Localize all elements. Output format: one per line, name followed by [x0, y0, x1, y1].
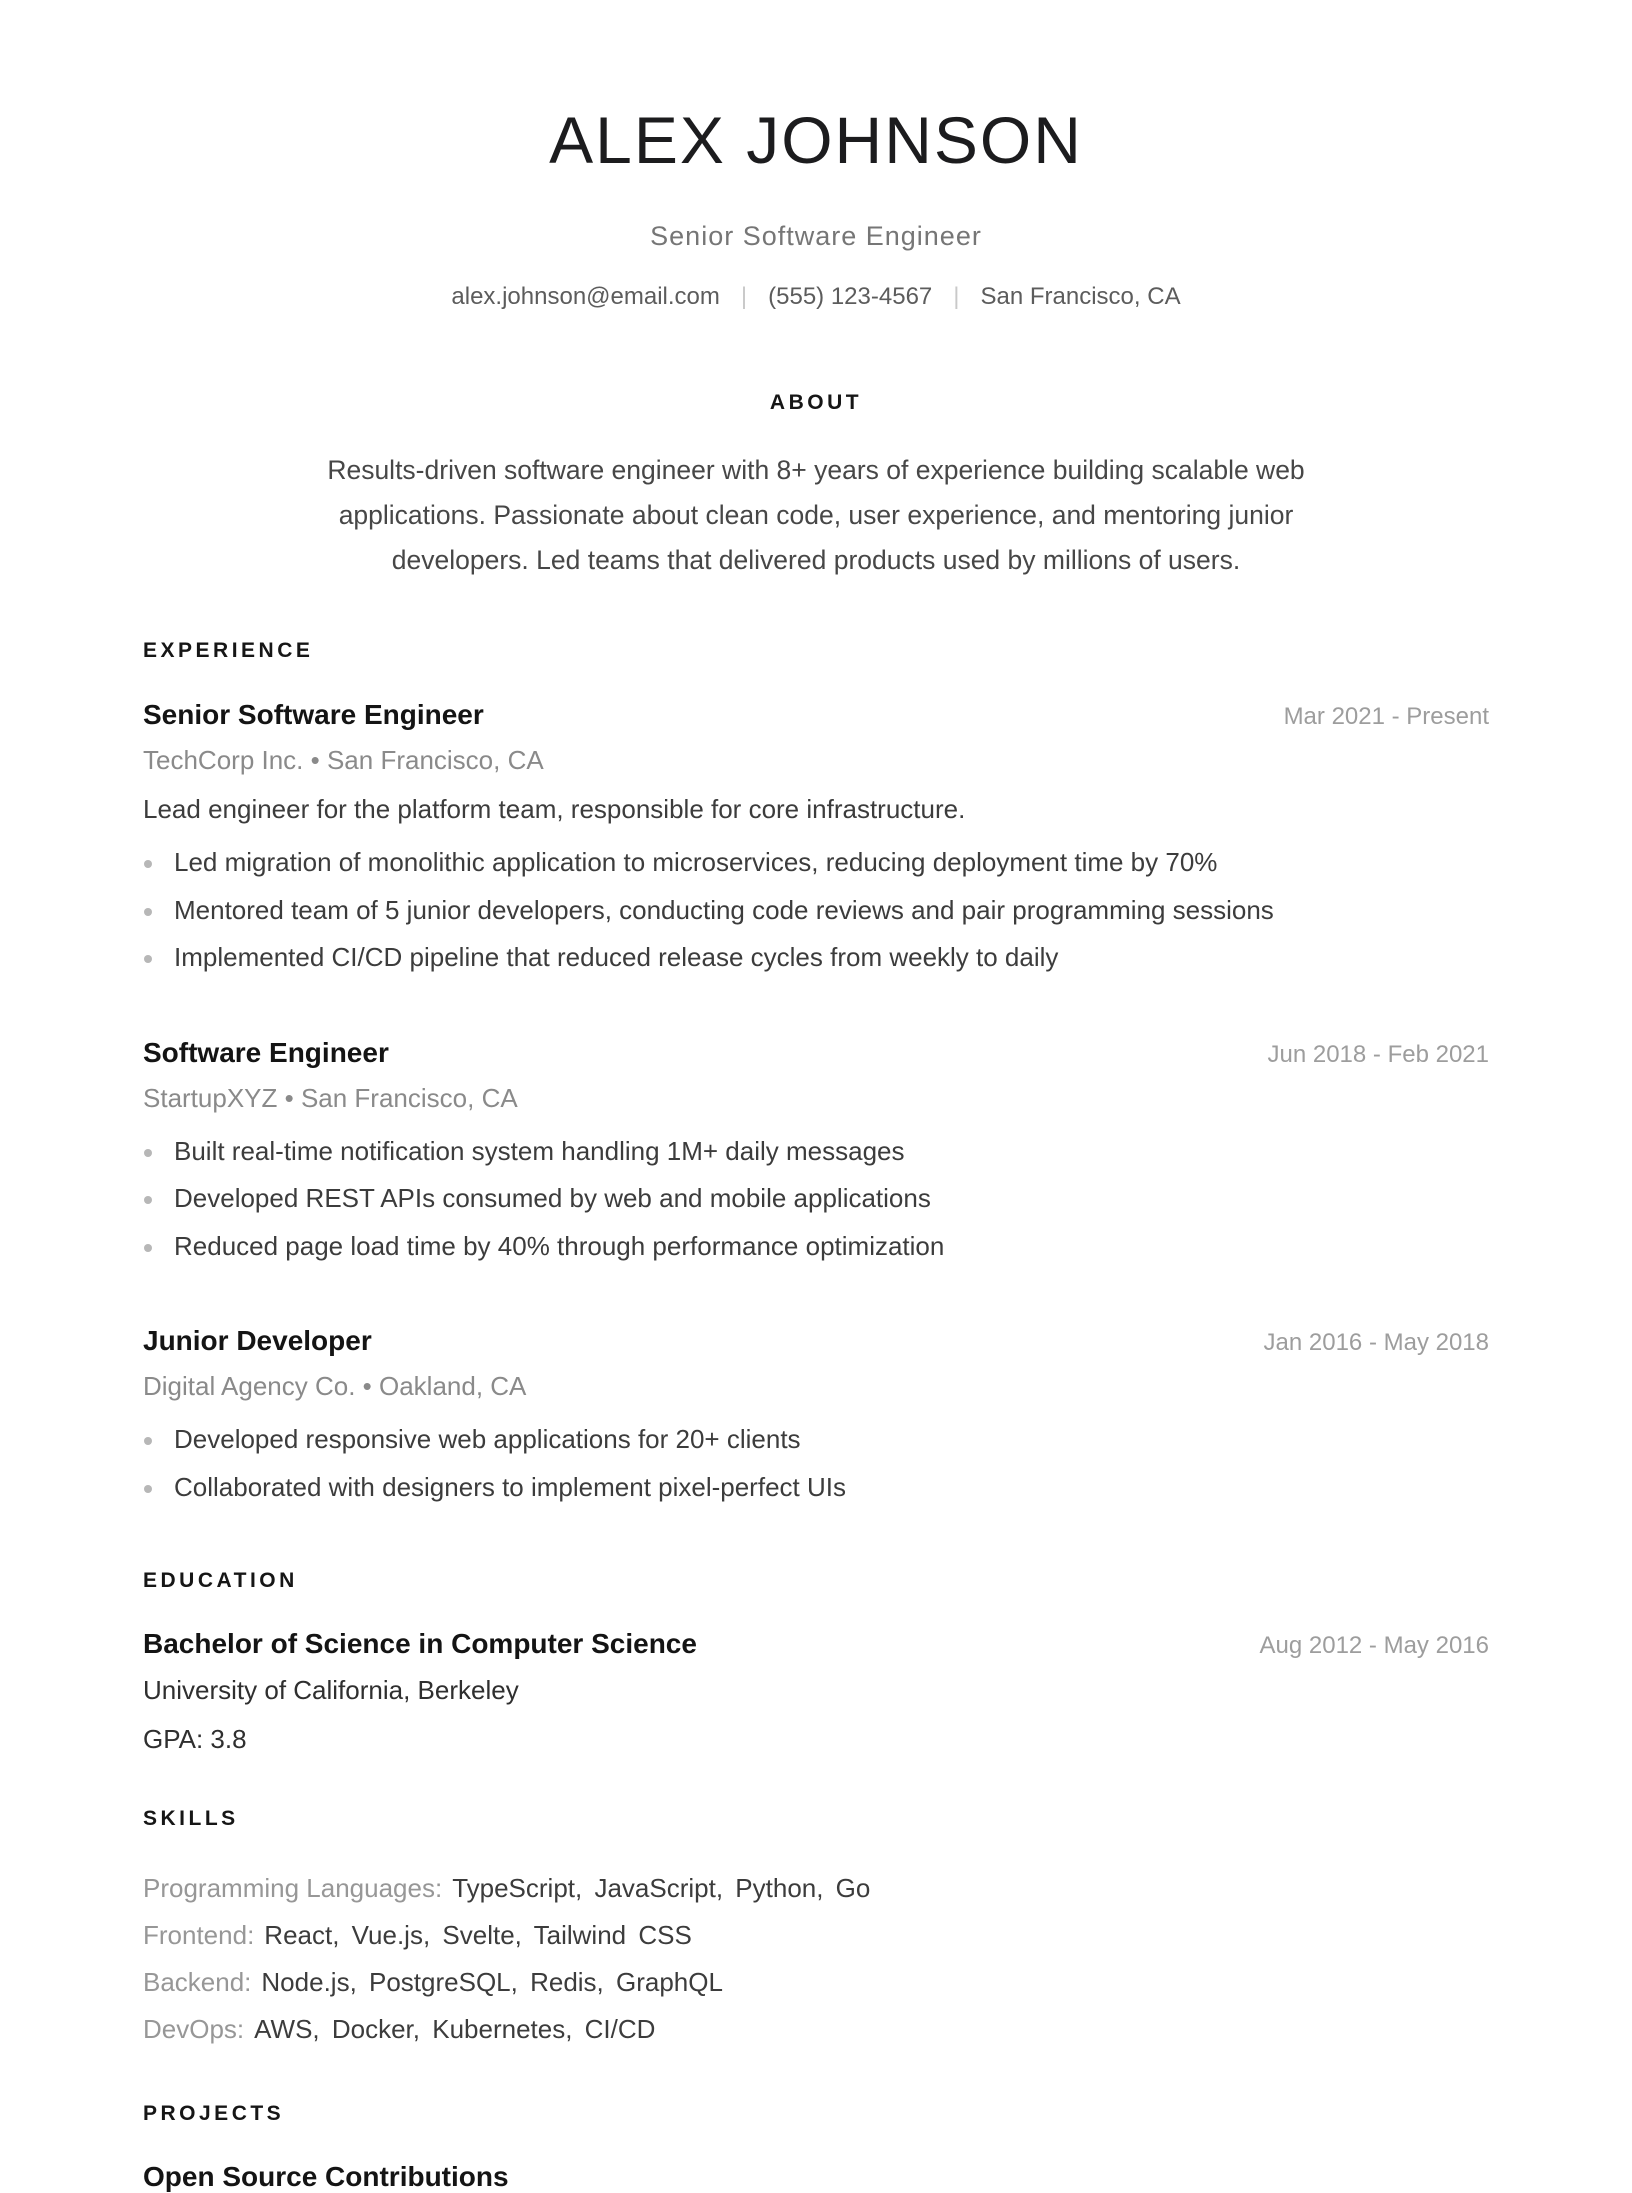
skill-row: [143, 1959, 1489, 2006]
entry-head: [143, 1037, 1489, 1069]
entry-head: [143, 699, 1489, 731]
job-bullet: Developed REST APIs consumed by web and mobile applications: [143, 1175, 1489, 1223]
experience-entry: [143, 1325, 1489, 1511]
job-dates: Mar 2021 - Present: [1283, 703, 1489, 731]
skill-values: React, Vue.js, Svelte, Tailwind CSS: [264, 1920, 692, 1951]
job-company: StartupXYZ • San Francisco, CA: [143, 1082, 518, 1113]
experience-entry: [143, 699, 1489, 982]
skill-row: [143, 1912, 1489, 1959]
job-dates: Jun 2018 - Feb 2021: [1267, 1040, 1489, 1068]
contact-email: alex.johnson@email.com: [451, 283, 720, 311]
skill-category-label: Frontend:: [143, 1920, 255, 1951]
job-bullet: Led migration of monolithic application to microservices, reducing deployment time by 70%: [143, 839, 1489, 887]
about-heading: ABOUT: [769, 391, 863, 415]
degree-title: Bachelor of Science in Computer Science: [143, 1628, 697, 1660]
job-bullet: Developed responsive web applications for 20+ clients: [143, 1416, 1489, 1464]
education-section: [143, 1569, 1489, 1755]
project-entry: [143, 2161, 1489, 2193]
education-entry: [143, 1628, 1489, 1755]
job-description: Lead engineer for the platform team, responsible for core infrastructure.: [143, 794, 966, 825]
job-title: Junior Developer: [143, 1325, 372, 1357]
education-heading: EDUCATION: [143, 1569, 298, 1593]
job-title: Senior Software Engineer: [143, 699, 484, 731]
experience-entry: [143, 1037, 1489, 1271]
skill-values: AWS, Docker, Kubernetes, CI/CD: [254, 2014, 656, 2045]
project-title: Open Source Contributions: [143, 2161, 509, 2193]
job-bullets: [143, 1128, 1489, 1271]
skill-category-label: DevOps:: [143, 2014, 245, 2045]
entry-head: [143, 1628, 1489, 1660]
job-bullet: Mentored team of 5 junior developers, conducting code reviews and pair programming sessions: [143, 887, 1489, 935]
skill-row: [143, 2006, 1489, 2053]
job-bullet: Reduced page load time by 40% through performance optimization: [143, 1223, 1489, 1271]
job-company: Digital Agency Co. • Oakland, CA: [143, 1371, 527, 1402]
education-school: University of California, Berkeley: [143, 1675, 519, 1706]
projects-heading: PROJECTS: [143, 2102, 285, 2126]
job-bullet: Implemented CI/CD pipeline that reduced release cycles from weekly to daily: [143, 934, 1489, 982]
skill-category-label: Backend:: [143, 1967, 252, 1998]
experience-section: [143, 639, 1489, 1511]
job-dates: Jan 2016 - May 2018: [1263, 1329, 1489, 1357]
person-name: ALEX JOHNSON: [549, 103, 1083, 177]
experience-heading: EXPERIENCE: [143, 639, 314, 663]
job-bullets: [143, 839, 1489, 982]
contact-location: San Francisco, CA: [980, 283, 1181, 311]
job-title: Software Engineer: [143, 1036, 389, 1068]
contact-separator: |: [953, 283, 960, 311]
job-company: TechCorp Inc. • San Francisco, CA: [143, 745, 544, 776]
entry-head: [143, 1325, 1489, 1357]
skills-heading: SKILLS: [143, 1807, 239, 1831]
job-bullet: Collaborated with designers to implement pixel-perfect UIs: [143, 1464, 1489, 1512]
skills-list: [143, 1865, 1489, 2053]
about-section: [143, 391, 1489, 583]
skill-values: TypeScript, JavaScript, Python, Go: [452, 1873, 871, 1904]
contact-phone: (555) 123-4567: [768, 283, 933, 311]
contact-separator: |: [740, 283, 748, 311]
job-bullets: [143, 1416, 1489, 1511]
education-dates: Aug 2012 - May 2016: [1259, 1632, 1489, 1660]
skill-row: [143, 1865, 1489, 1912]
resume-header: [143, 103, 1489, 311]
education-gpa: GPA: 3.8: [143, 1724, 247, 1755]
projects-section: [143, 2102, 1489, 2193]
job-bullet: Built real-time notification system handling 1M+ daily messages: [143, 1128, 1489, 1176]
skill-category-label: Programming Languages:: [143, 1873, 443, 1904]
skills-section: [143, 1807, 1489, 2053]
skill-values: Node.js, PostgreSQL, Redis, GraphQL: [261, 1967, 723, 1998]
contact-line: [143, 283, 1489, 311]
about-text: Results-driven software engineer with 8+ years of experience building scalable web applications. Passionate about clean code, user experience, and mentoring junior developers. Led teams that delivered products used by millions of users.: [327, 455, 1305, 576]
person-job-title: Senior Software Engineer: [650, 221, 982, 252]
